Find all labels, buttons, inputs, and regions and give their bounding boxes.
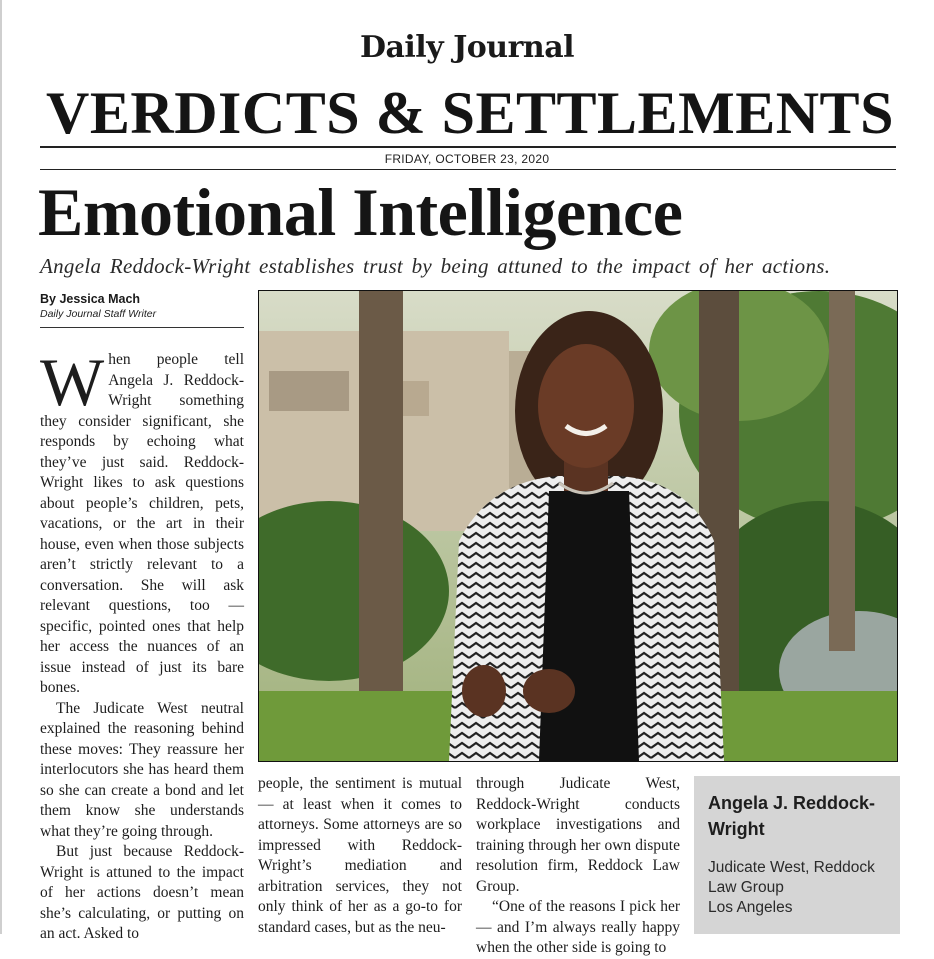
date-rule [40,169,896,170]
profile-location: Los Angeles [708,899,793,916]
byline-rule [40,327,244,328]
paragraph-1-text: hen people tell Angela J. Reddock-Wright something they consider significant, she responds by echoing what they’ve just said. Reddock-Wright likes to ask questions about people’s children, pets, vacations, or the art in their house, even when those subjects aren’t strictly relevant to a conversation. She will ask relevant questions, too — specific, pointed ones that help her access the nuances of an issue instead of just its bare bones. [40,351,244,696]
headline: Emotional Intelligence [38,174,683,250]
section-title: VERDICTS & SETTLEMENTS [46,80,894,146]
portrait-photo [258,290,898,762]
byline-role: Daily Journal Staff Writer [40,308,157,320]
page-left-edge [0,0,2,934]
article-column-1 [40,344,244,945]
article-column-2 [258,774,462,938]
issue-date: FRIDAY, OCTOBER 23, 2020 [384,152,550,166]
profile-sidebar [694,776,900,934]
paragraph-4: people, the sentiment is mutual — at least when it comes to attorneys. Some attorneys are so impressed with Reddock-Wright’s mediation and arbitration services, they not only think of her as a go-to for standard cases, but as the neu- [258,775,462,936]
profile-name: Angela J. Reddock-Wright [708,793,876,839]
article-column-3 [476,774,680,959]
portrait-illustration [259,291,897,761]
paragraph-1 [40,344,244,699]
paragraph-5: through Judicate West, Reddock-Wright conducts workplace investigations and training through her own dispute resolution firm, Reddock Law Group. [476,775,680,895]
paragraph-6: “One of the reasons I pick her — and I’m always really happy when the other side is going to [476,898,680,956]
byline-author: By Jessica Mach [40,292,141,306]
masthead-logo: Daily Journal [359,30,575,65]
paragraph-2: The Judicate West neutral explained the reasoning behind these moves: They reassure her interlocutors she has heard them so she can create a bond and let them know she understands what they’re going through. [40,699,244,840]
top-rule [40,146,896,148]
drop-cap: W [40,344,105,420]
deck-subheadline: Angela Reddock-Wright establishes trust by being attuned to the impact of her actions. [40,254,831,278]
paragraph-3: But just because Reddock-Wright is attuned to the impact of her actions doesn’t mean she’s calculating, or putting on an act. Asked to [40,843,244,942]
profile-organization: Judicate West, Reddock Law Group [708,859,875,896]
